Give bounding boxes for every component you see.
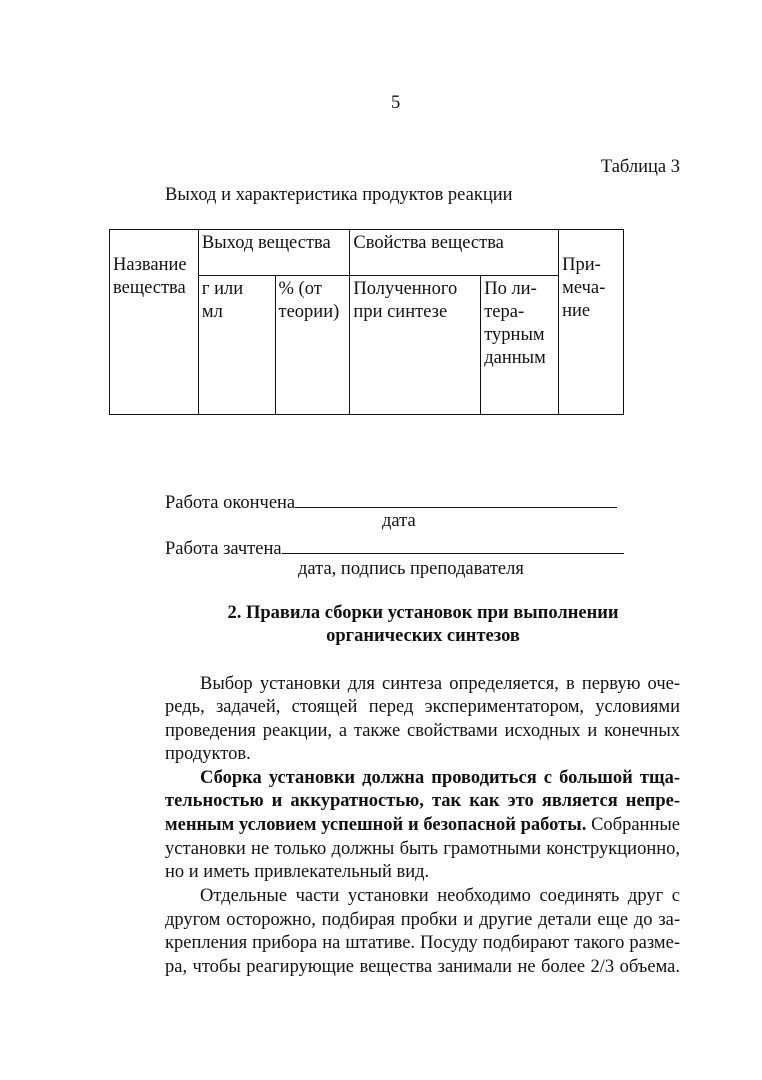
bold-line-mixed: менным условием успешной и безопасной работы. Собранные [165, 815, 680, 835]
table-title: Выход и характеристика продуктов реакции [165, 185, 513, 205]
paragraph-line: крепления прибора на штативе. Посуду подбирают такого разме- [165, 933, 680, 953]
header-note: При- меча- ние [559, 230, 624, 415]
paragraph-line: ра, чтобы реагирующие вещества занимали не более 2/3 объема. [165, 957, 680, 977]
table-label: Таблица 3 [600, 157, 680, 177]
work-finished: Работа окончена [165, 489, 617, 514]
paragraph-line: Выбор установки для синтеза определяется, в первую оче- [200, 674, 680, 694]
results-table [109, 229, 624, 415]
paragraph-line: продуктов. [165, 744, 251, 764]
bold-line: Сборка установки должна проводиться с большой тща- [200, 768, 680, 788]
header-props-literature: По ли- тера- турным данным [481, 276, 559, 415]
paragraph-line: Отдельные части установки необходимо соединять друг с [200, 886, 680, 906]
bold-line: тельностью и аккуратностью, так как это является непре- [165, 791, 680, 811]
paragraph-line: редь, задачей, стоящей перед экспериментатором, условиями [165, 697, 680, 717]
section-heading-2: органических синтезов [326, 626, 520, 646]
page-number: 5 [391, 93, 401, 113]
work-accepted-caption: дата, подпись преподавателя [298, 559, 524, 579]
paragraph-line: установки не только должны быть грамотными конструкционно, [165, 839, 680, 859]
section-heading-1: 2. Правила сборки установок при выполнении [227, 603, 619, 623]
header-properties: Свойства вещества [350, 230, 559, 276]
work-accepted: Работа зачтена [165, 535, 624, 560]
header-yield-mass: г или мл [198, 276, 275, 415]
paragraph-line: другом осторожно, подбирая пробки и другие детали еще до за- [165, 910, 680, 930]
header-yield: Выход вещества [198, 230, 350, 276]
paragraph-line: но и иметь привлекательный вид. [165, 862, 430, 882]
header-name: Название вещества [110, 230, 199, 415]
work-finished-caption: дата [382, 511, 416, 531]
header-props-obtained: Полученного при синтезе [350, 276, 481, 415]
paragraph-line: проведения реакции, а также свойствами исходных и конечных [165, 721, 680, 741]
header-yield-percent: % (от теории) [275, 276, 350, 415]
